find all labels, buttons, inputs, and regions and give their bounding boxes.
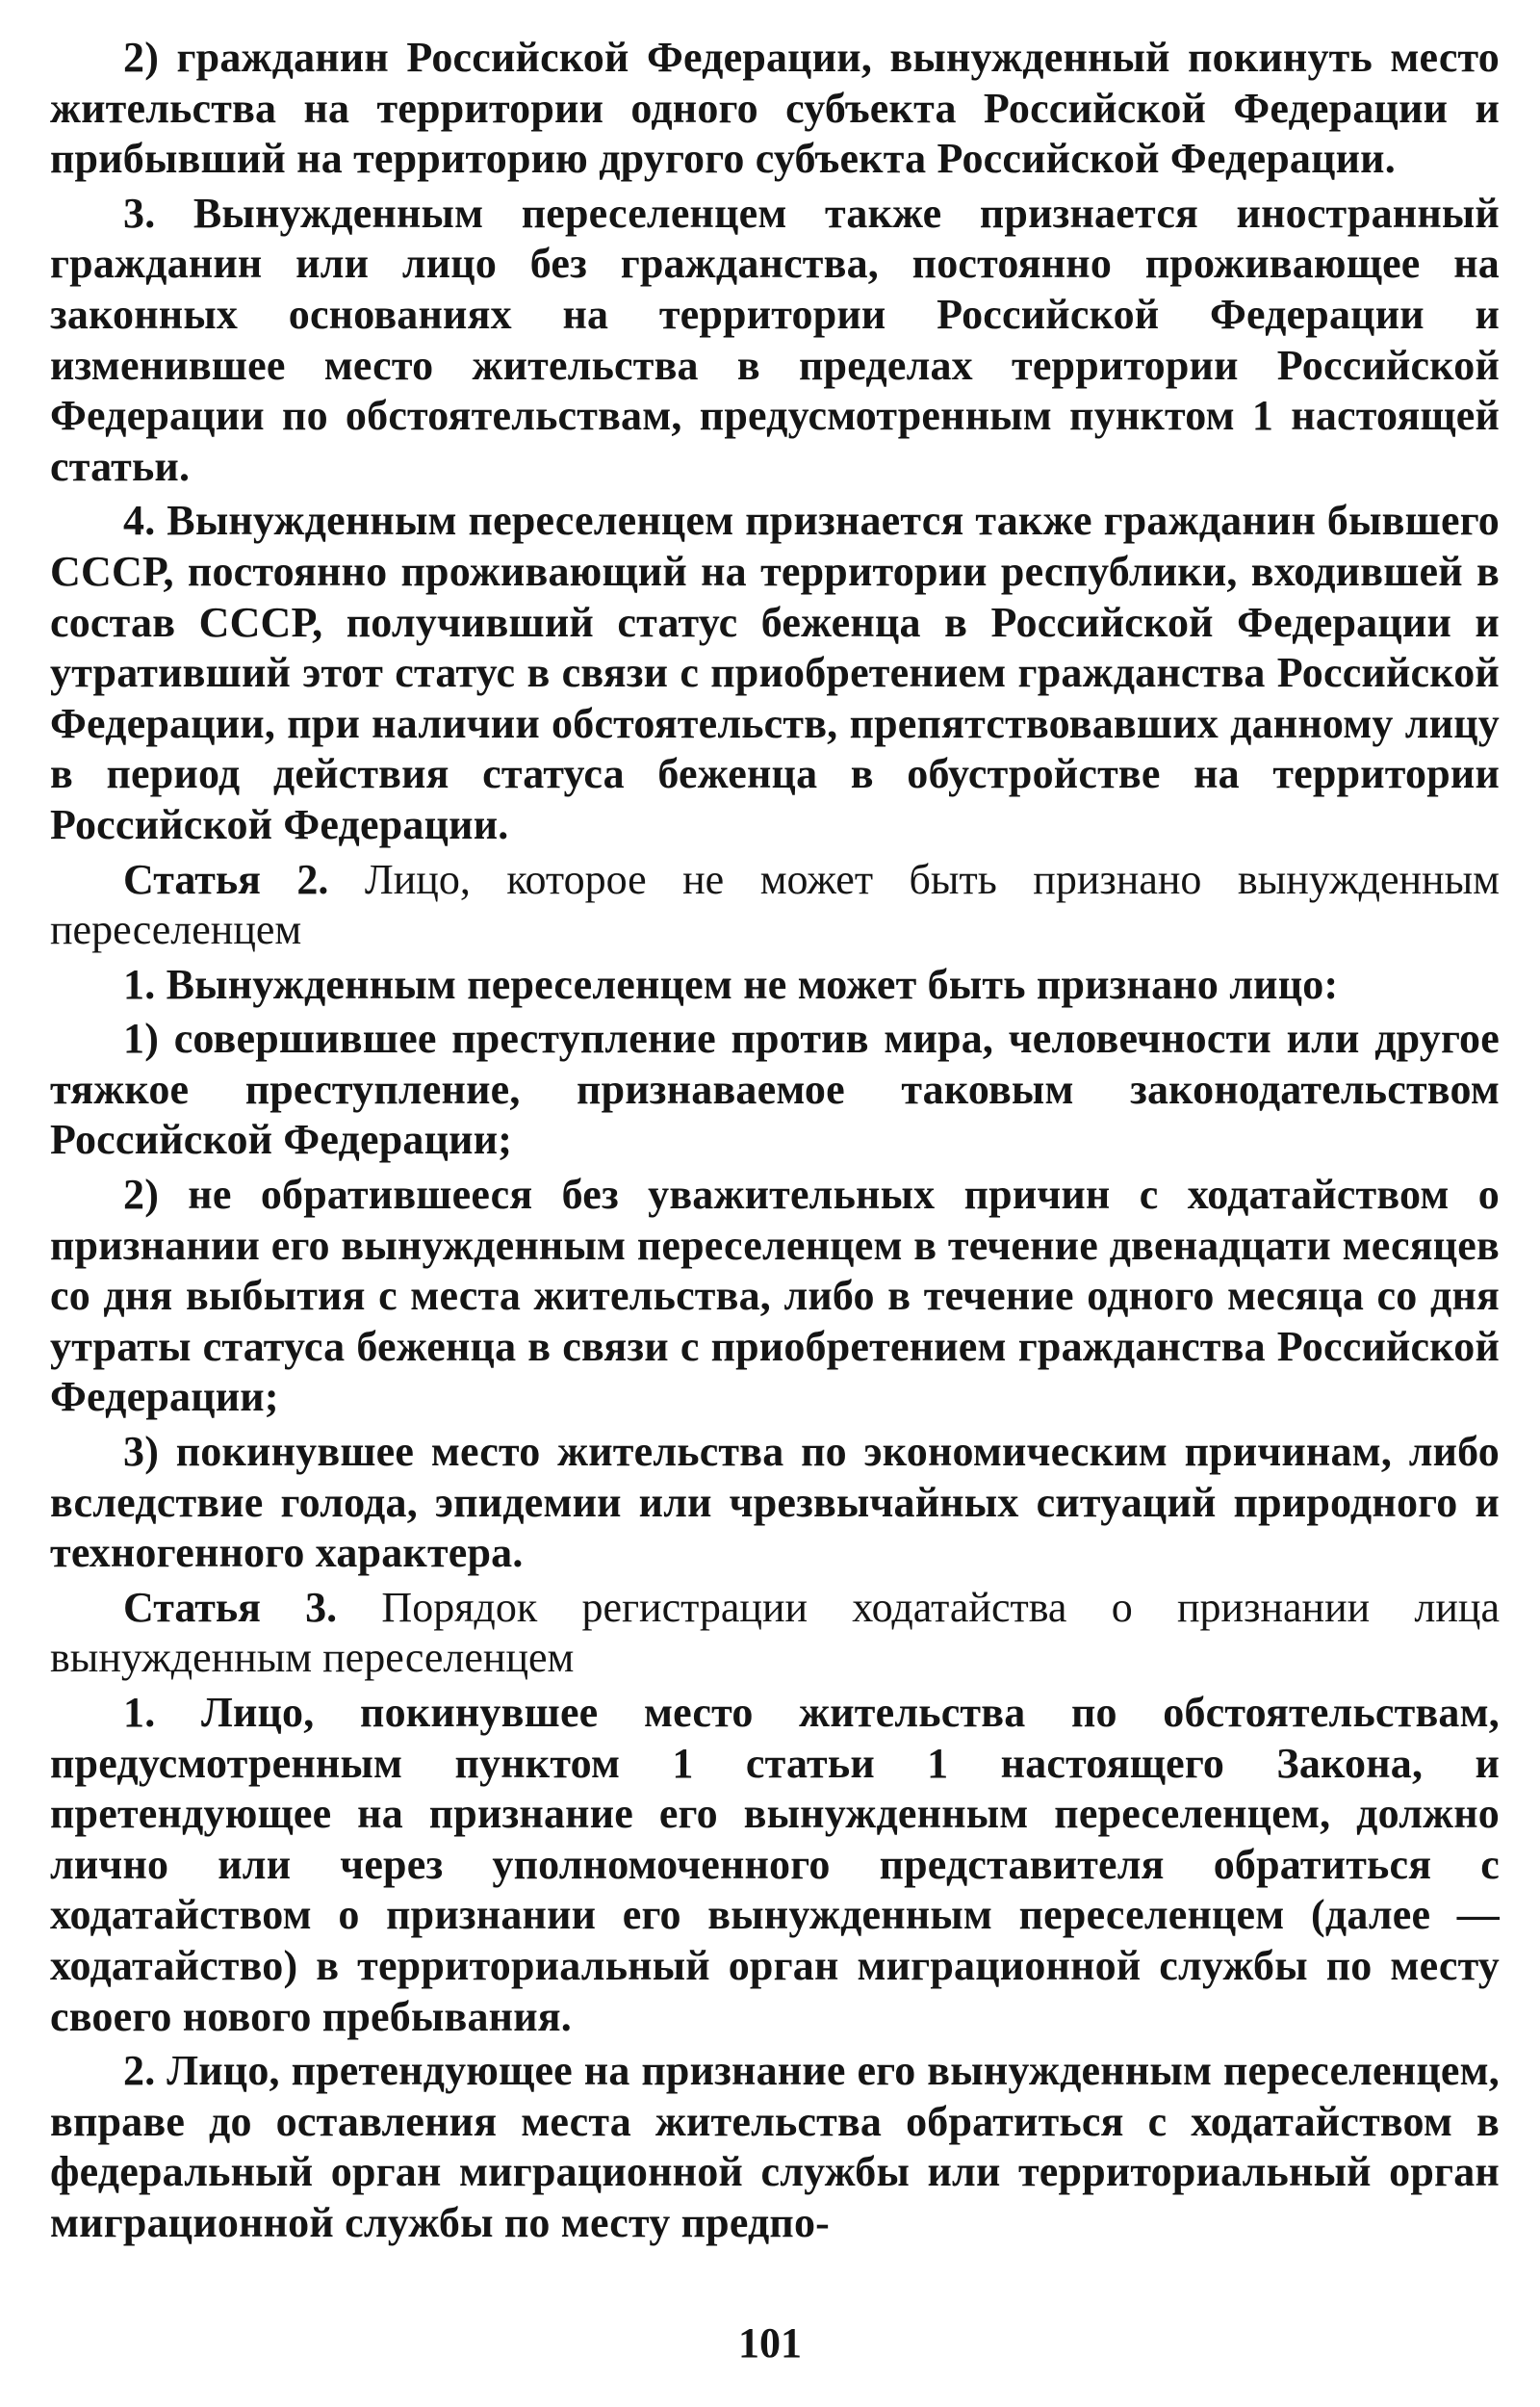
article-heading (50, 855, 1500, 956)
article-title: Порядок регистрации ходатайства о признании лица вынужденным переселенцем (50, 1583, 1501, 1682)
paragraph: 2) не обратившееся без уважительных причин с ходатайством о признании его вынужденным переселенцем в течение двенадцати месяцев со дня выбытия с места жительства, либо в течение одного месяца со дня утраты статуса беженца в связи с приобретением гражданства Российской Федерации; (50, 1171, 1500, 1421)
paragraph: 2) гражданин Российской Федерации, вынужденный покинуть место жительства на территории одного субъекта Российской Федерации и прибывший на территорию другого субъекта Российской Федерации. (50, 34, 1500, 183)
article-number: Статья 2. (123, 855, 329, 903)
article-heading (50, 1583, 1500, 1684)
paragraph: 1) совершившее преступление против мира, человечности или другое тяжкое преступление, признаваемое таковым законодательством Российской Федерации; (50, 1015, 1500, 1164)
article-title: Лицо, которое не может быть признано вынужденным переселенцем (50, 855, 1501, 954)
page-number: 101 (738, 2319, 802, 2367)
paragraph: 3. Вынужденным переселенцем также признается иностранный гражданин или лицо без гражданства, постоянно проживающее на законных основаниях на территории Российской Федерации и изменившее место жительства в пределах территории Российской Федерации по обстоятельствам, предусмотренным пунктом 1 настоящей статьи. (50, 189, 1500, 490)
paragraph: 4. Вынужденным переселенцем признается также гражданин бывшего СССР, постоянно проживающий на территории республики, входившей в состав СССР, получивший статус беженца в Российской Федерации и утративший этот статус в связи с приобретением гражданства Российской Федерации, при наличии обстоятельств, препятствовавших данному лицу в период действия статуса беженца в обустройстве на территории Российской Федерации. (50, 497, 1500, 848)
paragraph: 1. Вынужденным переселенцем не может быть признано лицо: (123, 960, 1339, 1008)
paragraph: 1. Лицо, покинувшее место жительства по обстоятельствам, предусмотренным пунктом 1 статьи 1 настоящего Закона, и претендующее на признание его вынужденным переселенцем, должно лично или через уполномоченного представителя обратиться с ходатайством о признании его вынужденным переселенцем (далее — ходатайство) в территориальный орган миграционной службы по месту своего нового пребывания. (50, 1689, 1500, 2040)
paragraph: 3) покинувшее место жительства по экономическим причинам, либо вследствие голода, эпидемии или чрезвычайных ситуаций природного и техногенного характера. (50, 1428, 1500, 1577)
document-page (50, 33, 1500, 2374)
paragraph: 2. Лицо, претендующее на признание его вынужденным переселенцем, вправе до оставления места жительства обратиться с ходатайством в федеральный орган миграционной службы или территориальный орган миграционной службы по месту предпо- (50, 2047, 1500, 2246)
article-number: Статья 3. (123, 1583, 338, 1631)
